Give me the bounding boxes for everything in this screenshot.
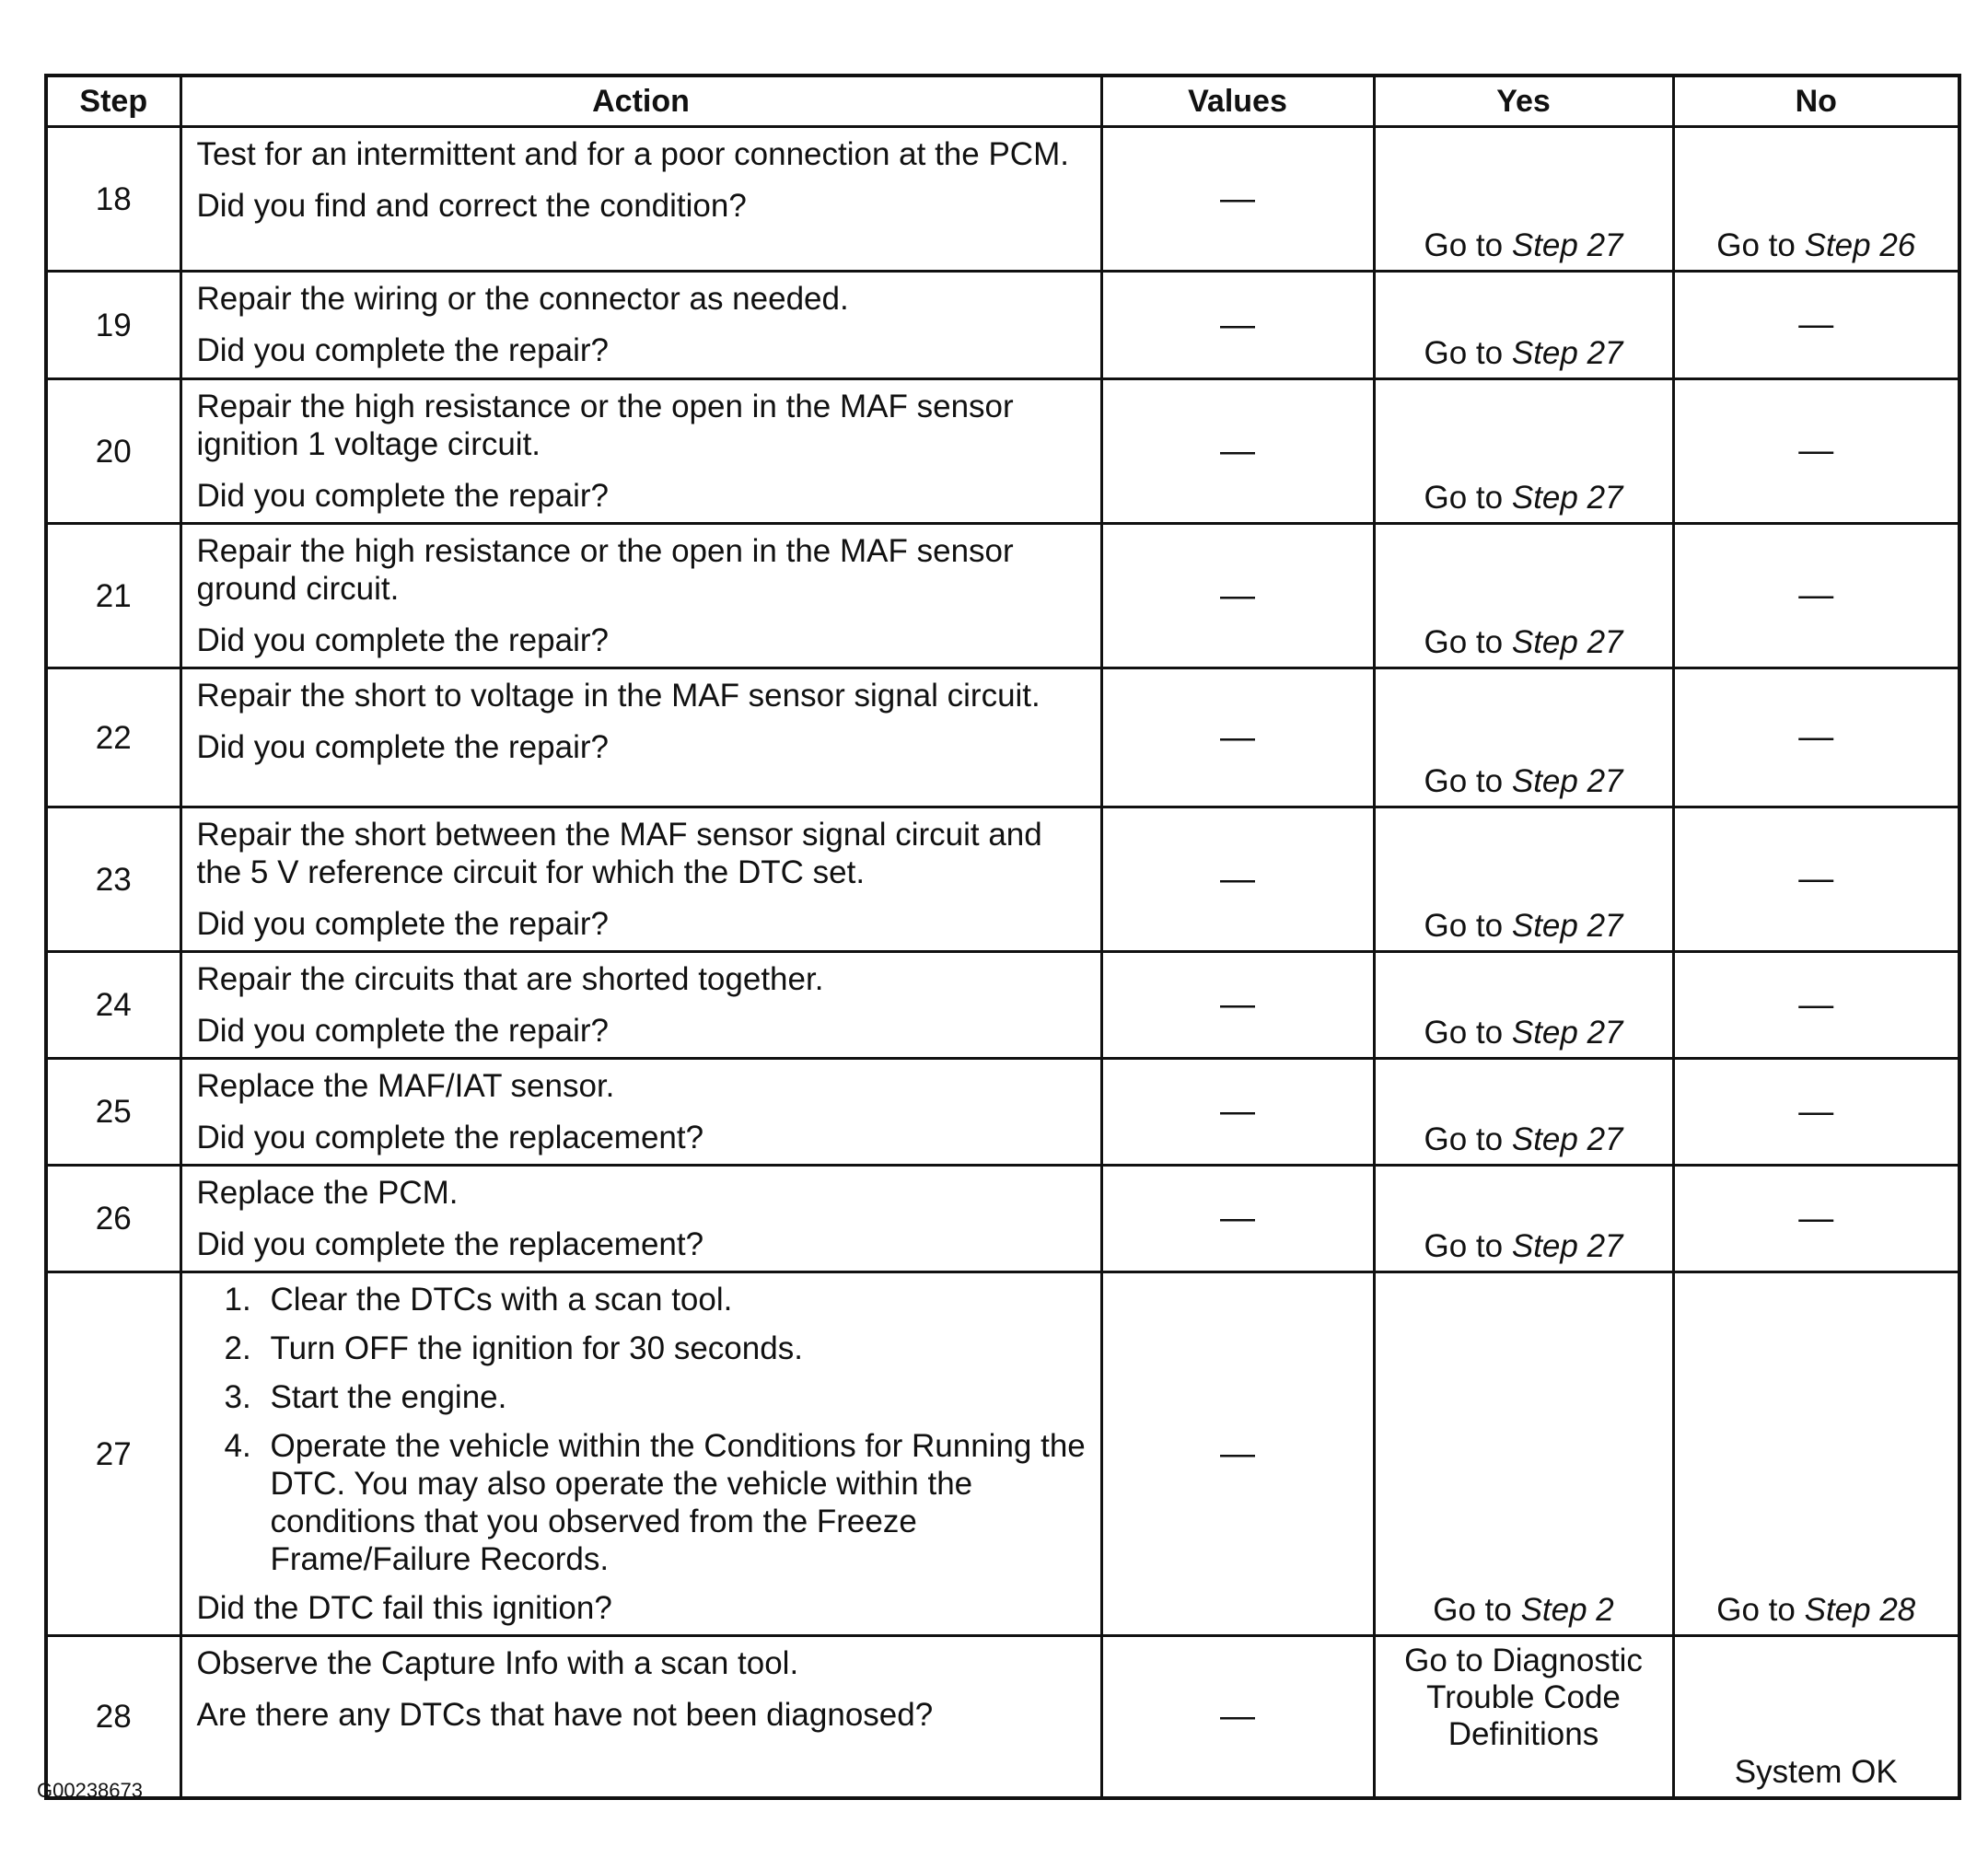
step-link[interactable]: Step 27 [1511, 1228, 1623, 1264]
action-text: Repair the short to voltage in the MAF sensor signal circuit. [196, 678, 1041, 714]
action-question: Did you find and correct the condition? [196, 188, 747, 224]
no-cell [1673, 668, 1959, 807]
action-cell [180, 1272, 1101, 1636]
yes-cell [1374, 668, 1673, 807]
yes-cell [1374, 1166, 1673, 1272]
no-dash: — [1798, 1092, 1834, 1131]
action-text: Repair the wiring or the connector as needed. [196, 281, 849, 317]
no-cell [1673, 1636, 1959, 1798]
list-item [197, 1330, 1087, 1367]
goto-prefix: Go to [1424, 624, 1504, 660]
action-cell [180, 379, 1101, 524]
step-number: 25 [46, 1059, 180, 1166]
table-row [46, 1059, 1959, 1166]
step-number: 28 [46, 1636, 180, 1798]
values-cell: — [1101, 1272, 1374, 1636]
values-cell: — [1101, 1636, 1374, 1798]
no-dash: — [1798, 717, 1834, 757]
yes-goto [1376, 226, 1672, 264]
values-cell: — [1101, 1059, 1374, 1166]
goto-prefix: Go to [1424, 1228, 1504, 1264]
action-cell [180, 524, 1101, 668]
header-action: Action [180, 75, 1101, 127]
action-text: Replace the PCM. [196, 1175, 459, 1211]
action-question: Did you complete the repair? [196, 478, 609, 514]
step-number: 22 [46, 668, 180, 807]
header-step: Step [46, 75, 180, 127]
action-question: Did you complete the replacement? [196, 1226, 704, 1262]
step-number: 21 [46, 524, 180, 668]
goto-prefix: Go to [1424, 227, 1504, 263]
action-cell [180, 127, 1101, 272]
no-dash: — [1798, 1199, 1834, 1237]
values-cell: — [1101, 952, 1374, 1059]
step-number: 20 [46, 379, 180, 524]
action-question: Did you complete the repair? [196, 622, 609, 658]
action-cell [180, 1166, 1101, 1272]
step-link[interactable]: Step 27 [1511, 480, 1623, 516]
no-dash: — [1798, 305, 1834, 344]
goto-prefix: Go to [1424, 1121, 1504, 1157]
action-cell [180, 1059, 1101, 1166]
step-link[interactable]: Step 28 [1804, 1592, 1916, 1628]
step-number: 19 [46, 272, 180, 379]
yes-goto [1376, 907, 1672, 945]
goto-prefix: Go to [1424, 335, 1504, 371]
no-cell [1673, 807, 1959, 952]
list-item [197, 1281, 1087, 1318]
values-cell: — [1101, 1166, 1374, 1272]
no-goto [1675, 1591, 1959, 1629]
list-item [197, 1427, 1087, 1578]
yes-goto [1376, 479, 1672, 517]
yes-goto [1376, 334, 1672, 372]
action-cell [180, 952, 1101, 1059]
goto-prefix: Go to [1424, 1015, 1504, 1051]
list-text: Start the engine. [270, 1379, 507, 1415]
goto-prefix: Go to [1424, 480, 1504, 516]
step-number: 27 [46, 1272, 180, 1636]
no-dash: — [1798, 575, 1834, 615]
step-link[interactable]: Step 27 [1511, 624, 1623, 660]
yes-goto [1376, 1591, 1672, 1629]
table-row [46, 1272, 1959, 1636]
values-cell: — [1101, 807, 1374, 952]
yes-cell [1374, 272, 1673, 379]
diagnostic-table-wrapper [44, 74, 1958, 1800]
step-number: 26 [46, 1166, 180, 1272]
procedure-list [197, 1281, 1087, 1578]
step-link[interactable]: Step 2 [1520, 1592, 1614, 1628]
table-row [46, 127, 1959, 272]
goto-prefix: Go to [1433, 1592, 1512, 1628]
no-cell [1673, 1059, 1959, 1166]
action-text: Observe the Capture Info with a scan tool. [196, 1645, 799, 1681]
yes-cell [1374, 379, 1673, 524]
step-link[interactable]: Step 27 [1511, 763, 1623, 799]
step-link[interactable]: Step 27 [1511, 908, 1623, 944]
action-text: Test for an intermittent and for a poor connection at the PCM. [196, 136, 1069, 172]
yes-cell [1374, 1059, 1673, 1166]
no-cell [1673, 1272, 1959, 1636]
figure-id: G00238673 [37, 1779, 143, 1802]
table-row [46, 272, 1959, 379]
action-text: Repair the circuits that are shorted together. [196, 961, 824, 997]
table-row [46, 1166, 1959, 1272]
action-question: Did you complete the repair? [196, 729, 609, 765]
header-values: Values [1101, 75, 1374, 127]
action-cell [180, 272, 1101, 379]
header-no: No [1673, 75, 1959, 127]
step-link[interactable]: Step 27 [1511, 227, 1623, 263]
step-number: 24 [46, 952, 180, 1059]
action-cell [180, 1636, 1101, 1798]
step-number: 18 [46, 127, 180, 272]
values-cell: — [1101, 379, 1374, 524]
step-link[interactable]: Step 27 [1511, 1015, 1623, 1051]
step-number: 23 [46, 807, 180, 952]
no-cell [1673, 524, 1959, 668]
table-row [46, 952, 1959, 1059]
yes-goto [1376, 623, 1672, 661]
header-yes: Yes [1374, 75, 1673, 127]
goto-prefix: Go to [1716, 227, 1796, 263]
yes-cell [1374, 524, 1673, 668]
no-cell [1673, 1166, 1959, 1272]
no-goto [1675, 226, 1959, 264]
no-cell [1673, 379, 1959, 524]
step-link[interactable]: Step 27 [1511, 1121, 1623, 1157]
table-row [46, 807, 1959, 952]
table-row [46, 379, 1959, 524]
yes-cell [1374, 1636, 1673, 1798]
action-question: Did you complete the repair? [196, 906, 609, 942]
goto-prefix: Go to [1424, 763, 1504, 799]
action-cell [180, 668, 1101, 807]
yes-cell [1374, 127, 1673, 272]
action-text: Repair the high resistance or the open in the MAF sensor ignition 1 voltage circuit. [196, 389, 1014, 462]
action-question: Did the DTC fail this ignition? [196, 1590, 612, 1626]
yes-cell [1374, 952, 1673, 1059]
yes-goto [1376, 1227, 1672, 1265]
action-question: Did you complete the replacement? [196, 1120, 704, 1155]
action-question: Did you complete the repair? [196, 1013, 609, 1049]
step-link[interactable]: Step 26 [1804, 227, 1916, 263]
step-link[interactable]: Step 27 [1511, 335, 1623, 371]
action-text: Repair the high resistance or the open in the MAF sensor ground circuit. [196, 533, 1014, 607]
goto-prefix: Go to [1716, 1592, 1796, 1628]
action-question: Are there any DTCs that have not been diagnosed? [196, 1697, 934, 1733]
table-row [46, 668, 1959, 807]
values-cell: — [1101, 272, 1374, 379]
table-row [46, 1636, 1959, 1798]
no-cell [1673, 272, 1959, 379]
action-question: Did you complete the repair? [196, 332, 609, 368]
yes-cell [1374, 1272, 1673, 1636]
diagnostic-step-table [44, 74, 1961, 1800]
list-item [197, 1378, 1087, 1416]
yes-goto [1376, 762, 1672, 800]
list-number: 1. [224, 1282, 251, 1318]
yes-goto [1376, 1014, 1672, 1051]
values-cell: — [1101, 668, 1374, 807]
yes-cell [1374, 807, 1673, 952]
list-text: Turn OFF the ignition for 30 seconds. [270, 1330, 803, 1366]
action-text: Replace the MAF/IAT sensor. [196, 1068, 615, 1104]
no-dash: — [1798, 859, 1834, 899]
list-number: 3. [224, 1379, 251, 1415]
goto-prefix: Go to [1424, 908, 1504, 944]
yes-goto [1376, 1121, 1672, 1158]
list-text: Clear the DTCs with a scan tool. [270, 1282, 733, 1318]
values-cell: — [1101, 524, 1374, 668]
yes-goto-definitions[interactable]: Go to Diagnostic Trouble Code Definitions [1404, 1643, 1643, 1752]
list-text: Operate the vehicle within the Conditions for Running the DTC. You may also operate the vehicle within the conditions that you observed from the Freeze Frame/Failure Records. [270, 1428, 1086, 1577]
no-cell [1673, 952, 1959, 1059]
no-dash: — [1798, 985, 1834, 1024]
action-cell [180, 807, 1101, 952]
list-number: 4. [224, 1428, 251, 1464]
system-ok-text: System OK [1734, 1753, 1898, 1790]
values-cell: — [1101, 127, 1374, 272]
action-text: Repair the short between the MAF sensor signal circuit and the 5 V reference circuit for which the DTC set. [196, 817, 1042, 890]
no-cell [1673, 127, 1959, 272]
table-row [46, 524, 1959, 668]
list-number: 2. [224, 1330, 251, 1366]
no-dash: — [1798, 431, 1834, 470]
header-row [46, 75, 1959, 127]
